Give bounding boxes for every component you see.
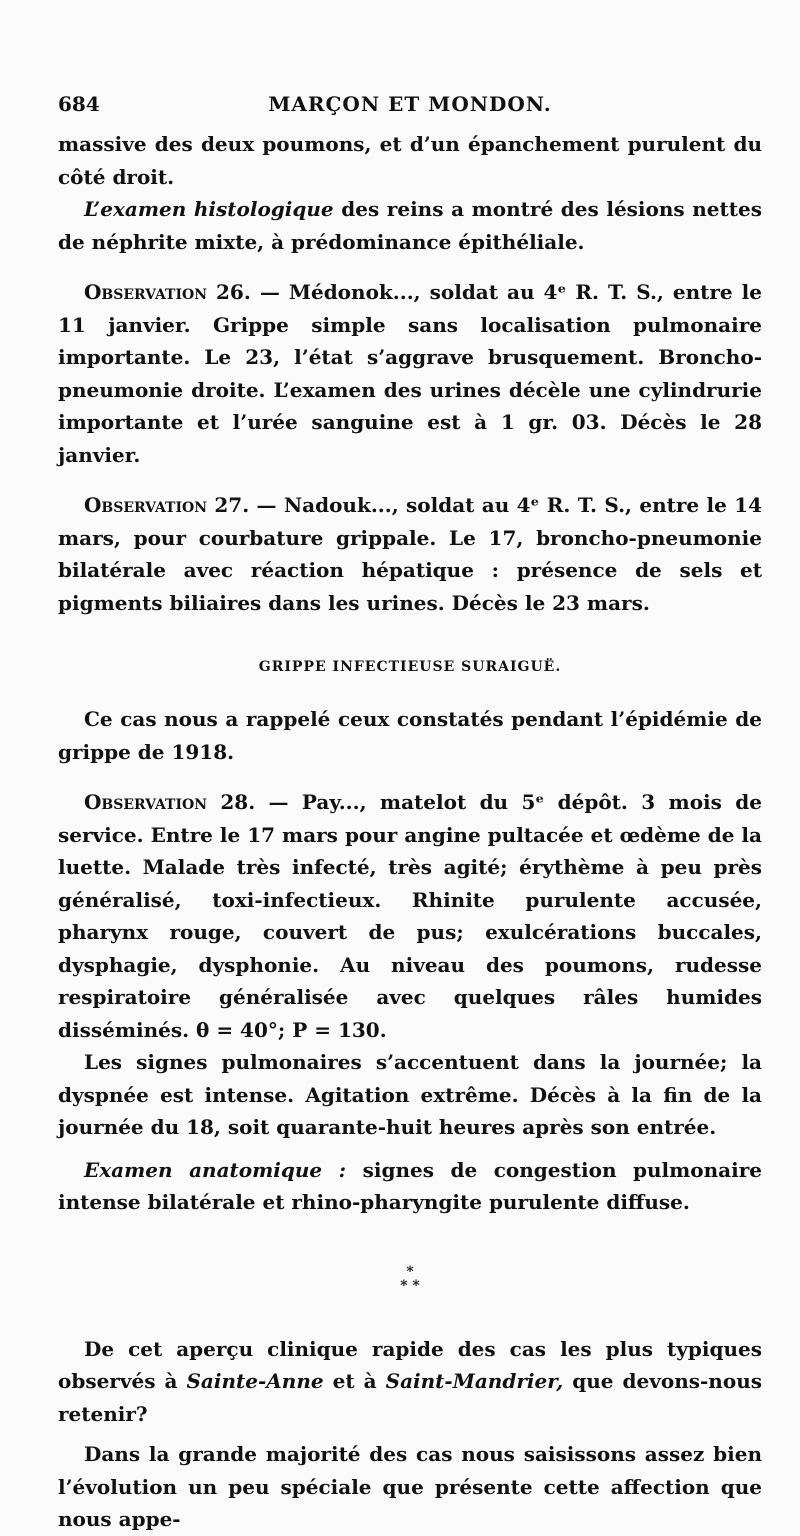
paragraph-histology xyxy=(58,193,762,258)
paragraph-text: signes de congestion pulmonaire intense bilatérale et rhino-pharyngite purulente diffuse. xyxy=(58,1157,762,1214)
text-segment: et à xyxy=(323,1369,386,1393)
page xyxy=(58,92,762,1536)
italic-lead: Examen anatomique : xyxy=(84,1157,347,1182)
observation-label: Observation 26. xyxy=(84,280,251,304)
asterisk-top: * xyxy=(406,1263,414,1280)
place-name: Sainte-Anne xyxy=(186,1369,324,1393)
italic-lead: L’examen histologique xyxy=(84,197,334,221)
paragraph-conclusion: Dans la grande majorité des cas nous saisissons assez bien l’évolution un peu spéciale que présente cette affection que nous appe- xyxy=(58,1442,762,1531)
observation-text: — Médonok..., soldat au 4ᵉ R. T. S., entre le 11 janvier. Grippe simple sans localisation pulmonaire importante. Le 23, l’état s’aggrave brusquement. Broncho-pneumonie droite. L’examen des urines décèle une cylindrurie importante et l’urée sanguine est à 1 gr. 03. Décès le 28 janvier. xyxy=(58,280,762,467)
paragraph-anatomy xyxy=(58,1154,762,1219)
observation-text: — Pay..., matelot du 5ᵉ dépôt. 3 mois de service. Entre le 17 mars pour angine pultacée et œdème de la luette. Malade très infecté, très agité; érythème à peu près généralisé, toxi-infectieux. Rhinite purulente accusée, pharynx rouge, couvert de pus; exulcérations buccales, dysphagie, dysphonie. Au niveau des poumons, rudesse respiratoire généralisée avec quelques râles humides disséminés. θ = 40°; P = 130. xyxy=(58,790,762,1042)
paragraph-text: des reins a montré des lésions nettes de néphrite mixte, à prédominance épithéliale. xyxy=(58,197,762,254)
observation-27 xyxy=(58,489,762,619)
place-name: Saint-Mandrier, xyxy=(385,1369,564,1393)
observation-label: Observation 28. xyxy=(84,790,256,814)
observation-text: — Nadouk..., soldat au 4ᵉ R. T. S., entre le 14 mars, pour courbature grippale. Le 17, broncho-pneumonie bilatérale avec réaction hépatique : présence de sels et pigments biliaires dans les urines. Décès le 23 mars. xyxy=(58,493,762,615)
paragraph-question xyxy=(58,1333,762,1431)
running-header xyxy=(58,92,762,128)
section-heading: GRIPPE INFECTIEUSE SURAIGUË. xyxy=(258,659,562,675)
text-segment: De cet aperçu clinique rapide des cas les plus typiques observés à xyxy=(58,1336,762,1393)
page-number: 684 xyxy=(58,92,100,116)
section-divider-asterisks xyxy=(58,1265,762,1293)
observation-28 xyxy=(58,786,762,1046)
paragraph-intro: Ce cas nous a rappelé ceux constatés pendant l’épidémie de grippe de 1918. xyxy=(58,707,762,764)
running-title: MARÇON ET MONDON. xyxy=(268,92,552,116)
asterisk-bottom: * * xyxy=(400,1277,420,1294)
paragraph-evolution: Les signes pulmonaires s’accentuent dans la journée; la dyspnée est intense. Agitation extrême. Décès à la fin de la journée du 18, soit quarante-huit heures après son entrée. xyxy=(58,1050,762,1139)
paragraph-continuation: massive des deux poumons, et d’un épanchement purulent du côté droit. xyxy=(58,132,762,189)
text-segment: que devons-nous retenir? xyxy=(58,1369,762,1426)
observation-label: Observation 27. xyxy=(84,493,250,517)
observation-26 xyxy=(58,276,762,471)
